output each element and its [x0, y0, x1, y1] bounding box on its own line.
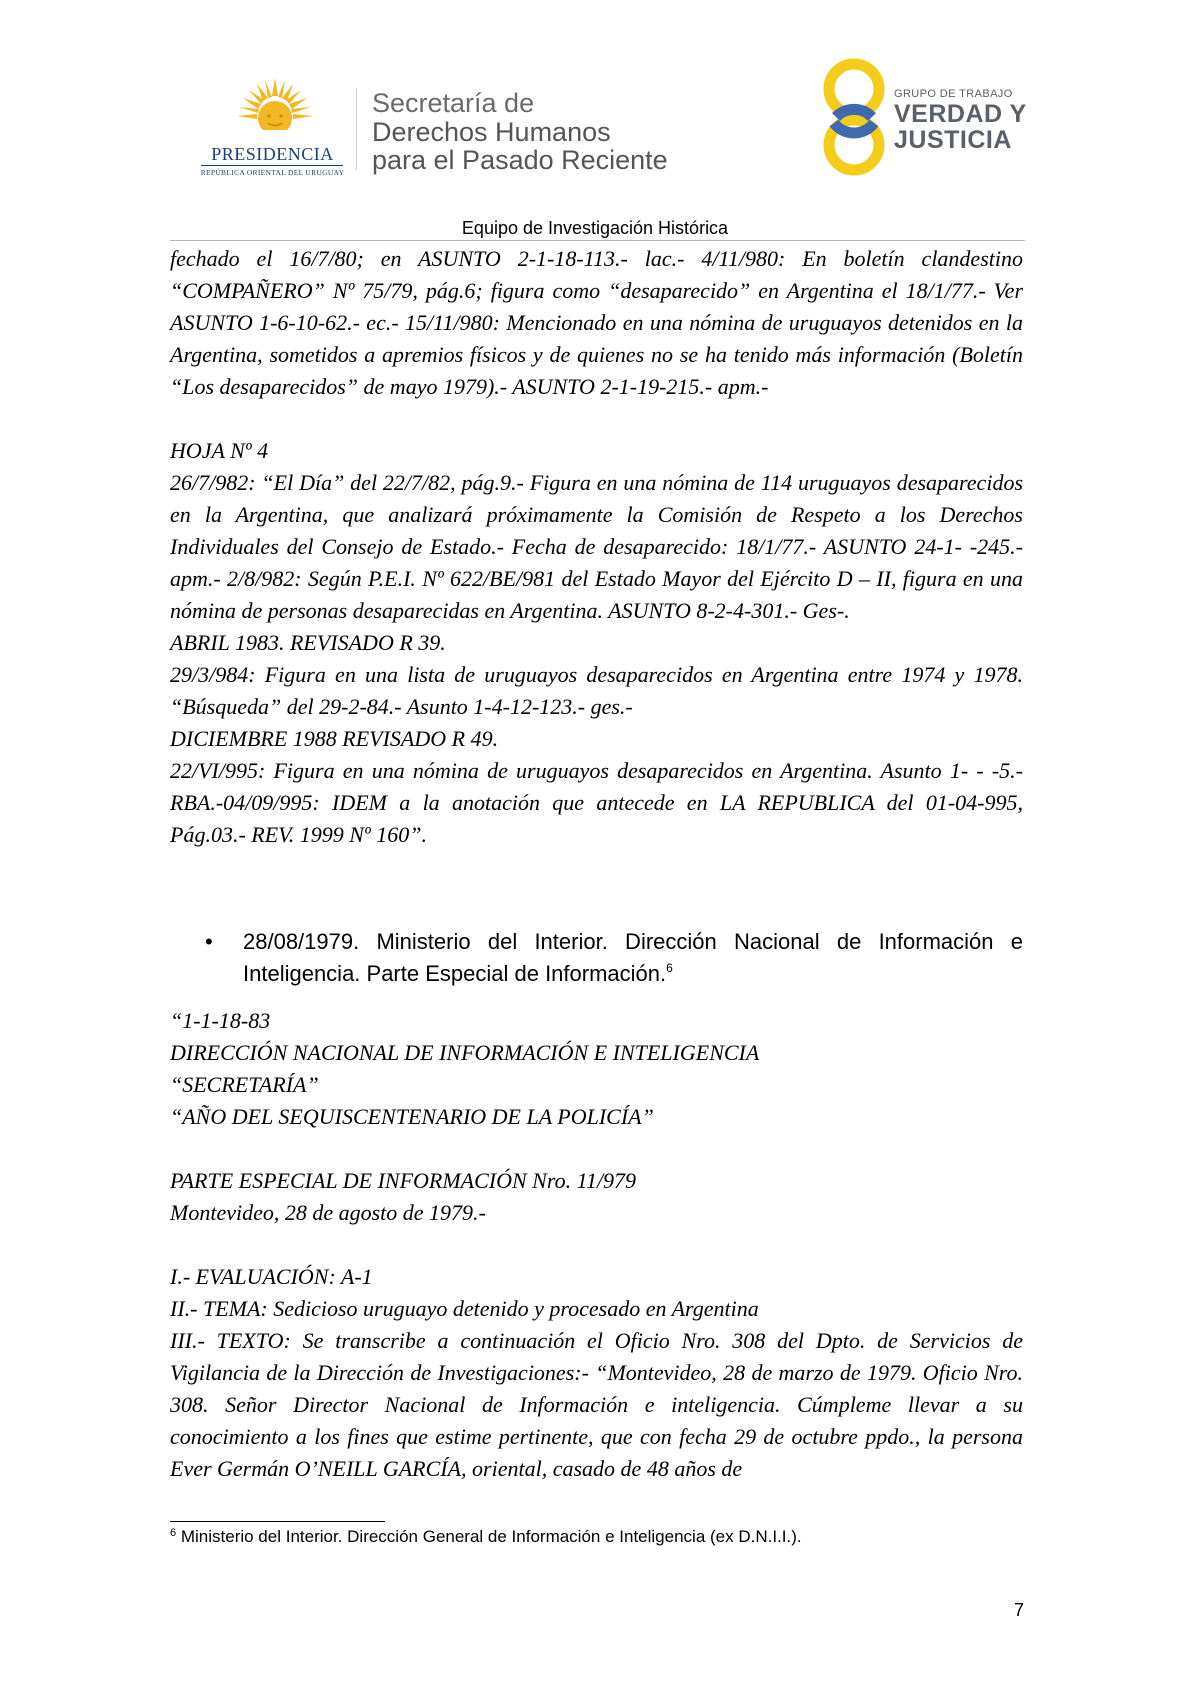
- rings-icon: [820, 55, 892, 180]
- secretaria-logo: [372, 88, 668, 174]
- footnote-number: 6: [170, 1527, 177, 1539]
- abril-line: ABRIL 1983. REVISADO R 39.: [170, 630, 446, 655]
- page-number: 7: [1013, 1600, 1024, 1620]
- bullet-label: 28/08/1979. Ministerio del Interior. Dirección Nacional de Información e Inteligencia. Parte Especial de Información.: [243, 929, 1023, 986]
- parte-line: PARTE ESPECIAL DE INFORMACIÓN Nro. 11/979: [170, 1168, 637, 1193]
- doc-line-2: DIRECCIÓN NACIONAL DE INFORMACIÓN E INTELIGENCIA: [170, 1040, 760, 1065]
- bullet-text: [243, 926, 1023, 990]
- vyj-line-2: VERDAD Y: [894, 100, 1027, 128]
- presidencia-rule: [201, 165, 343, 166]
- header-rule: [170, 240, 1025, 241]
- verdad-justicia-logo: [820, 55, 1030, 180]
- paragraph-4: 22/VI/995: Figura en una nómina de uruguayos desaparecidos en Argentina. Asunto 1- - -5.- RBA.-04/09/995: IDEM a la anotación que antecede en LA REPUBLICA del 01-04-995, Pág.03.- REV. 1999 Nº 160”.: [170, 758, 1023, 847]
- doc-line-1: “1-1-18-83: [170, 1008, 271, 1033]
- header-divider: [356, 88, 357, 170]
- body-section-1: [170, 243, 1023, 851]
- paragraph-2: 26/7/982: “El Día” del 22/7/82, pág.9.- Figura en una nómina de 114 uruguayos desaparecidos en la Argentina, que analizará próximamente la Comisión de Respeto a los Derechos Individuales del Consejo de Estado.- Fecha de desaparecido: 18/1/77.- ASUNTO 24-1- -245.- apm.- 2/8/982: Según P.E.I. Nº 622/BE/981 del Estado Mayor del Ejército D – II, figura en una nómina de personas desaparecidas en Argentina. ASUNTO 8-2-4-301.- Ges-.: [170, 470, 1023, 623]
- texto-paragraph: III.- TEXTO: Se transcribe a continuación el Oficio Nro. 308 del Dpto. de Servicios de Vigilancia de la Dirección de Investigaciones:- “Montevideo, 28 de marzo de 1979. Oficio Nro. 308. Señor Director Nacional de Información e inteligencia. Cúmpleme llevar a su conocimiento a los fines que estime pertinente, que con fecha 29 de octubre ppdo., la persona Ever Germán O’NEILL GARCÍA, oriental, casado de 48 años de: [170, 1328, 1023, 1481]
- footnote: [170, 1526, 1023, 1548]
- fecha-line: Montevideo, 28 de agosto de 1979.-: [170, 1200, 486, 1225]
- secretaria-line-1: Secretaría de: [372, 88, 535, 118]
- bullet-item: [205, 926, 1023, 990]
- secretaria-line-3: para el Pasado Reciente: [372, 145, 668, 175]
- bullet-marker: •: [205, 929, 213, 954]
- team-title: Equipo de Investigación Histórica: [461, 218, 729, 238]
- tema-line: II.- TEMA: Sedicioso uruguayo detenido y procesado en Argentina: [170, 1296, 759, 1321]
- doc-line-4: “AÑO DEL SEQUISCENTENARIO DE LA POLICÍA”: [170, 1104, 654, 1129]
- vyj-line-3: JUSTICIA: [894, 126, 1012, 154]
- secretaria-line-2: Derechos Humanos: [372, 117, 611, 147]
- footnote-text: Ministerio del Interior. Dirección General de Información e Inteligencia (ex D.N.I.I.).: [176, 1527, 802, 1546]
- paragraph-3: 29/3/984: Figura en una lista de uruguayos desaparecidos en Argentina entre 1974 y 1978. “Búsqueda” del 29-2-84.- Asunto 1-4-12-123.- ges.-: [170, 662, 1023, 719]
- body-section-2: [170, 1005, 1023, 1485]
- footnote-ref[interactable]: 6: [666, 961, 673, 975]
- doc-line-3: “SECRETARÍA”: [170, 1072, 319, 1097]
- footnote-rule: [170, 1521, 385, 1522]
- presidencia-subtitle: REPÚBLICA ORIENTAL DEL URUGUAY: [200, 168, 345, 177]
- vyj-line-1: GRUPO DE TRABAJO: [894, 88, 1013, 100]
- diciembre-line: DICIEMBRE 1988 REVISADO R 49.: [170, 726, 499, 751]
- paragraph-1: fechado el 16/7/80; en ASUNTO 2-1-18-113.- lac.- 4/11/980: En boletín clandestino “COMPAÑERO” Nº 75/79, pág.6; figura como “desaparecido” en Argentina el 18/1/77.- Ver ASUNTO 1-6-10-62.- ec.- 15/11/980: Mencionado en una nómina de uruguayos detenidos en la Argentina, sometidos a apremios físicos y de quienes no se ha tenido más información (Boletín “Los desaparecidos” de mayo 1979).- ASUNTO 2-1-19-215.- apm.-: [170, 246, 1023, 399]
- hoja-heading: HOJA Nº 4: [170, 438, 269, 463]
- presidencia-name: PRESIDENCIA: [211, 144, 334, 164]
- verdad-justicia-text: [894, 87, 1027, 153]
- evaluacion-line: I.- EVALUACIÓN: A-1: [170, 1264, 373, 1289]
- sun-icon: [235, 76, 315, 136]
- presidencia-logo: [195, 76, 350, 176]
